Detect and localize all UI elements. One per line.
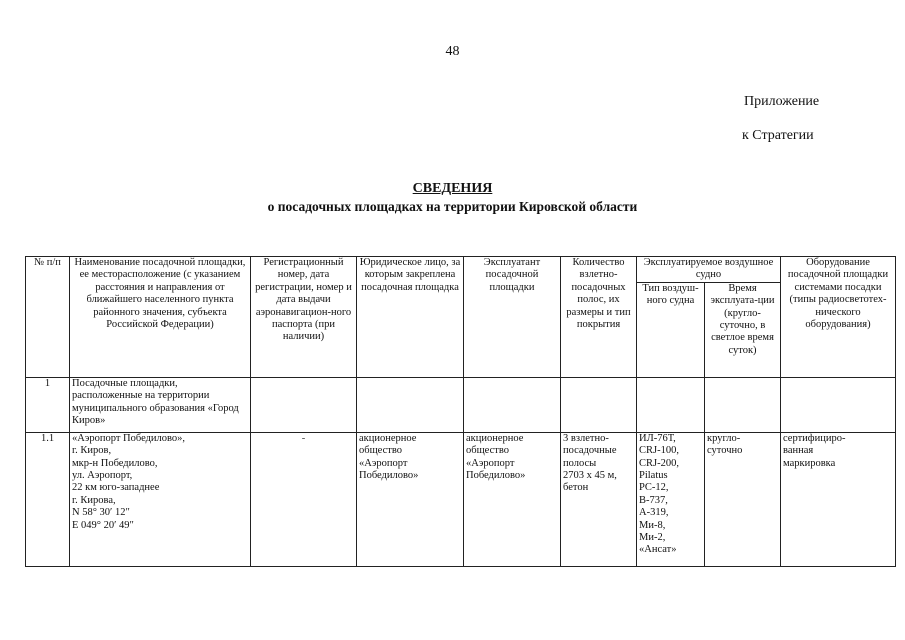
row-aircraft-types	[637, 432, 705, 566]
landing-sites-table	[25, 256, 896, 567]
name-line: E 049° 20′ 49″	[72, 519, 134, 531]
empty-cell	[357, 377, 464, 432]
row-equipment	[781, 432, 896, 566]
header-equipment: Оборудование посадочной площадки системами посадки (типы радиосветотех-нического оборудования)	[781, 257, 896, 378]
row-runways	[561, 432, 637, 566]
header-name: Наименование посадочной площадки, ее месторасположение (с указанием расстояния и направления от ближайшего населенного пункта районного значения, субъекта Российской Федерации)	[70, 257, 251, 378]
document-subtitle: о посадочных площадках на территории Кировской области	[267, 199, 638, 214]
aircraft-line: CRJ-100,	[639, 445, 679, 457]
header-operator: Эксплуатант посадочной площадки	[464, 257, 561, 378]
header-legal-entity: Юридическое лицо, за которым закреплена посадочная площадка	[357, 257, 464, 378]
header-runways: Количество взлетно-посадочных полос, их размеры и тип покрытия	[561, 257, 637, 378]
aircraft-line: B-737,	[639, 494, 668, 506]
legal-line: «Аэропорт	[359, 457, 408, 469]
row-legal-entity	[357, 432, 464, 566]
empty-cell	[464, 377, 561, 432]
operator-line: общество	[466, 445, 509, 457]
equipment-line: ванная	[783, 445, 814, 457]
empty-cell	[251, 377, 357, 432]
aircraft-line: Pilatus	[639, 470, 668, 482]
legal-line: Победилово»	[359, 470, 419, 482]
name-line: мкр-н Победилово,	[72, 457, 158, 469]
operator-line: «Аэропорт	[466, 457, 515, 469]
equipment-line: сертифициро-	[783, 432, 846, 444]
name-line: г. Кирова,	[72, 494, 116, 506]
header-operating-time: Время эксплуата-ции (кругло-суточно, в светлое время суток)	[705, 282, 781, 377]
header-aircraft-group: Эксплуатируемое воздушное судно	[637, 257, 781, 283]
row-num: 1.1	[26, 432, 70, 566]
time-line: кругло-	[707, 432, 741, 444]
operator-line: Победилово»	[466, 470, 526, 482]
name-line: 22 км юго-западнее	[72, 482, 160, 494]
page-number: 48	[445, 44, 460, 59]
runway-line: полосы	[563, 457, 597, 469]
header-row	[26, 257, 896, 283]
section-text: Посадочные площадки, расположенные на территории муниципального образования «Город Киров»	[70, 377, 251, 432]
aircraft-line: Ми-2,	[639, 532, 666, 544]
runway-line: 2703 х 45 м,	[563, 470, 617, 482]
runway-line: бетон	[563, 482, 589, 494]
name-line: N 58° 30′ 12″	[72, 507, 130, 519]
header-num: № п/п	[26, 257, 70, 378]
empty-cell	[561, 377, 637, 432]
section-row	[26, 377, 896, 432]
appendix-reference: к Стратегии	[742, 128, 814, 143]
row-operator	[464, 432, 561, 566]
empty-cell	[705, 377, 781, 432]
legal-line: акционерное	[359, 432, 417, 444]
runway-line: посадочные	[563, 445, 617, 457]
equipment-line: маркировка	[783, 457, 836, 469]
aircraft-line: Ми-8,	[639, 519, 666, 531]
aircraft-line: «Ансат»	[639, 544, 677, 556]
document-title: СВЕДЕНИЯ	[412, 181, 493, 196]
header-aircraft-type: Тип воздуш-ного судна	[637, 282, 705, 377]
name-line: «Аэропорт Победилово»,	[72, 432, 186, 444]
empty-cell	[781, 377, 896, 432]
operator-line: акционерное	[466, 432, 524, 444]
row-operating-time	[705, 432, 781, 566]
row-name	[70, 432, 251, 566]
empty-cell	[637, 377, 705, 432]
aircraft-line: CRJ-200,	[639, 457, 679, 469]
aircraft-line: A-319,	[639, 507, 669, 519]
name-line: г. Киров,	[72, 445, 112, 457]
row-registration: -	[251, 432, 357, 566]
table-row	[26, 432, 896, 566]
aircraft-line: ИЛ-76Т,	[639, 432, 676, 444]
legal-line: общество	[359, 445, 402, 457]
section-num: 1	[26, 377, 70, 432]
header-registration: Регистрационный номер, дата регистрации, номер и дата выдачи аэронавигацион-ного паспорта (при наличии)	[251, 257, 357, 378]
appendix-label: Приложение	[744, 94, 820, 109]
aircraft-line: PC-12,	[639, 482, 669, 494]
runway-line: 3 взлетно-	[563, 432, 609, 444]
time-line: суточно	[707, 445, 743, 457]
name-line: ул. Аэропорт,	[72, 470, 133, 482]
